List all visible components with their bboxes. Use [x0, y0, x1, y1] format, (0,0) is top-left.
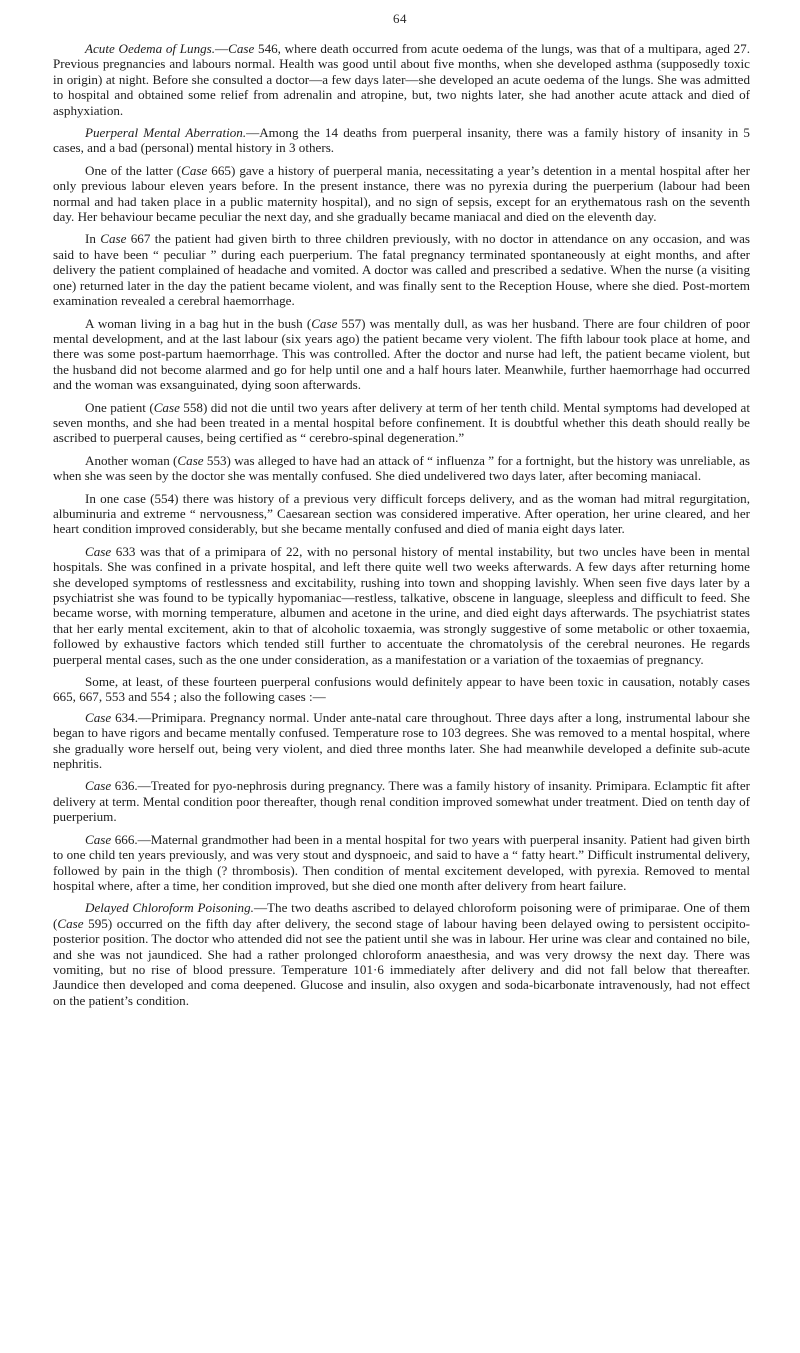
body-text: 665) gave a history of puerperal mania, necessitating a year’s detention in a mental hospital after her only previous labour eleven years before. In the present instance, there was no pyrexia during the puerperium (labour had been normal and had taken place in a public maternity hospital), and no sign of sepsis, except for an erythematous rash on the seventh day. Her behaviour became peculiar the next day, and she gradually became maniacal and died on the eleventh day. [53, 162, 750, 225]
body-text: 553) was alleged to have had an attack of “ influenza ” for a fortnight, but the history was unreliable, as when she was seen by the doctor she was mentally confused. She died undelivered two days later, after becoming maniacal. [53, 452, 750, 484]
italic-text: Case [85, 831, 112, 847]
paragraph-puerperal-mental-aberration [53, 125, 750, 156]
body-text: —Among the 14 deaths from puerperal insanity, there was a family history of insanity in 5 cases, and a bad (personal) mental history in 3 others. [53, 125, 750, 156]
body-text: —The two deaths ascribed to delayed chloroform poisoning were of primiparae. One of them ( [53, 900, 751, 931]
body-text: A woman living in a bag hut in the bush ( [85, 315, 312, 331]
italic-text: Case [177, 452, 204, 468]
italic-text: Case [57, 915, 84, 931]
paragraph-case-665 [53, 163, 750, 225]
body-text: One of the latter ( [85, 162, 182, 178]
paragraph-case-557 [53, 316, 750, 393]
paragraph-case-633 [53, 544, 750, 667]
italic-text: Case [153, 399, 180, 415]
paragraph-case-667 [53, 231, 750, 308]
italic-text: Acute Oedema of Lungs. [85, 41, 216, 56]
body-text: In one case (554) there was history of a previous very difficult forceps delivery, and as the woman had mitral regurgitation, albuminuria and extreme “ nervousness,” Caesarean section was considered imperative. After operation, her urine cleared, and her heart condition improved considerably, but she became mentally confused and died of mania eight days later. [53, 490, 750, 537]
body-text: In [85, 231, 101, 247]
italic-text: Case [85, 543, 112, 559]
body-text: — [215, 41, 229, 56]
paragraph-delayed-chloroform [53, 900, 750, 1008]
body-text: One patient ( [85, 399, 154, 415]
italic-text: Case [85, 778, 112, 794]
body-text: 636.—Treated for pyo-nephrosis during pregnancy. There was a family history of insanity. Primipara. Eclamptic fit after delivery at term. Mental condition poor thereafter, though renal condition improved somewhat under treatment. Died on tenth day of puerperium. [53, 778, 750, 825]
body-text: 558) did not die until two years after delivery at term of her tenth child. Mental symptoms had developed at seven months, and she had been treated in a mental hospital before confinement. It is doubtful whether this death should really be ascribed to puerperal causes, being certified as “ cerebro-spinal degeneration.” [53, 399, 750, 446]
paragraph-acute-oedema [53, 41, 750, 118]
paragraph-case-666 [53, 832, 750, 894]
paragraph-case-554 [53, 491, 750, 537]
page-number: 64 [393, 11, 407, 26]
body-text: 666.—Maternal grandmother had been in a mental hospital for two years with puerperal insanity. Patient had given birth to one child ten years previously, and was very stout and dyspnoeic, and said to have a “ fatty heart.” Difficult instrumental delivery, followed by pain in the thigh (? thrombosis). Then condition of mental excitement developed, with pyrexia. Removed to mental hospital where, after a time, her condition improved, but she died one month after delivery from heart failure. [53, 831, 750, 893]
italic-text: Case [311, 315, 338, 331]
paragraph-case-636 [53, 778, 750, 824]
body-text: 557) was mentally dull, as was her husband. There are four children of poor mental development, and at the last labour (six years ago) the patient became very violent. The fifth labour took place at home, and there was some post-partum haemorrhage. This was controlled. After the doctor and nurse had left, the patient became violent, but the husband did not become alarmed and go for help until one and a half hours later. Meanwhile, further haemorrhage had occurred and the woman was exsanguinated, dying soon afterwards. [53, 315, 751, 393]
body-text: 546, where death occurred from acute oedema of the lungs, was that of a multipara, aged 27. Previous pregnancies and labours normal. Health was good until about five months, when she developed asthma (supposedly toxic in origin) at night. Before she consulted a doctor—a few days later—she developed an acute oedema of the lungs. She was admitted to hospital and obtained some relief from adrenalin and atropine, but, two nights later, she had another acute attack and died of asphyxiation. [53, 41, 750, 118]
paragraph-toxic-summary [53, 674, 750, 705]
body-text: 595) occurred on the fifth day after delivery, the second stage of labour having been delayed owing to persistent occipito-posterior position. The doctor who attended did not see the patient until she was in labour. Her urine was clear and contained no bile, and she was not jaundiced. She had a rather prolonged chloroform anaesthesia, and was very drowsy the next day. There was vomiting, but no rise of blood pressure. Temperature 101·6 immediately after delivery and did not fall below that thereafter. Jaundice then developed and coma deepened. Glucose and insulin, also oxygen and soda-bicarbonate intravenously, had not effect on the patient’s condition. [53, 915, 750, 1008]
paragraph-case-553 [53, 453, 750, 484]
italic-text: Puerperal Mental Aberration. [85, 125, 247, 141]
paragraph-case-634 [53, 710, 750, 772]
italic-text: Case [228, 41, 255, 56]
italic-text: Case [100, 231, 127, 247]
body-text: 634.—Primipara. Pregnancy normal. Under ante-natal care throughout. Three days after a long, instrumental labour she began to have rigors and became mentally confused. Temperature rose to 103 degrees. She was removed to a mental hospital, where she gradually wore herself out, being very violent, and died three months later. She had meanwhile developed a definite sub-acute nephritis. [53, 709, 750, 772]
document-body [53, 41, 750, 1015]
body-text: Another woman ( [85, 452, 178, 468]
body-text: 667 the patient had given birth to three children previously, with no doctor in attendance on any occasion, and was said to have been “ peculiar ” during each puerperium. The fatal pregnancy terminated spontaneously at eight months, and after delivery the patient complained of headache and vomited. A doctor was called and prescribed a sedative. When the nurse (a visiting one) returned later in the day the patient became violent, and was finally sent to the Reception House, where she died. Post-mortem examination revealed a cerebral haemorrhage. [53, 231, 751, 309]
body-text: Some, at least, of these fourteen puerperal confusions would definitely appear to have been toxic in causation, notably cases 665, 667, 553 and 554 ; also the following cases :— [53, 674, 750, 705]
italic-text: Delayed Chloroform Poisoning. [85, 900, 254, 916]
italic-text: Case [181, 162, 208, 178]
paragraph-case-558 [53, 400, 750, 446]
body-text: 633 was that of a primipara of 22, with no personal history of mental instability, but two uncles have been in mental hospitals. She was confined in a private hospital, and left there quite well two weeks afterwards. A few days after returning home she developed symptoms of restlessness and excitability, rushing into town and shopping lavishly. When seen five days later by a psychiatrist she was found to be typically hypomaniac—restless, talkative, obscene in language, sleepless and difficult to feed. She became worse, with morning temperature, albumen and acetone in the urine, and died eight days afterwards. The psychiatrist states that her early mental excitement, akin to that of alcoholic toxaemia, was strongly suggestive of some metabolic or other toxaemia, followed by exhaustive factors which tended still further to accentuate the chromatolysis of the cerebral neurones. He regards puerperal mental cases, such as the one under consideration, as a manifestation or a variation of the toxaemias of pregnancy. [53, 543, 750, 667]
italic-text: Case [85, 709, 112, 725]
